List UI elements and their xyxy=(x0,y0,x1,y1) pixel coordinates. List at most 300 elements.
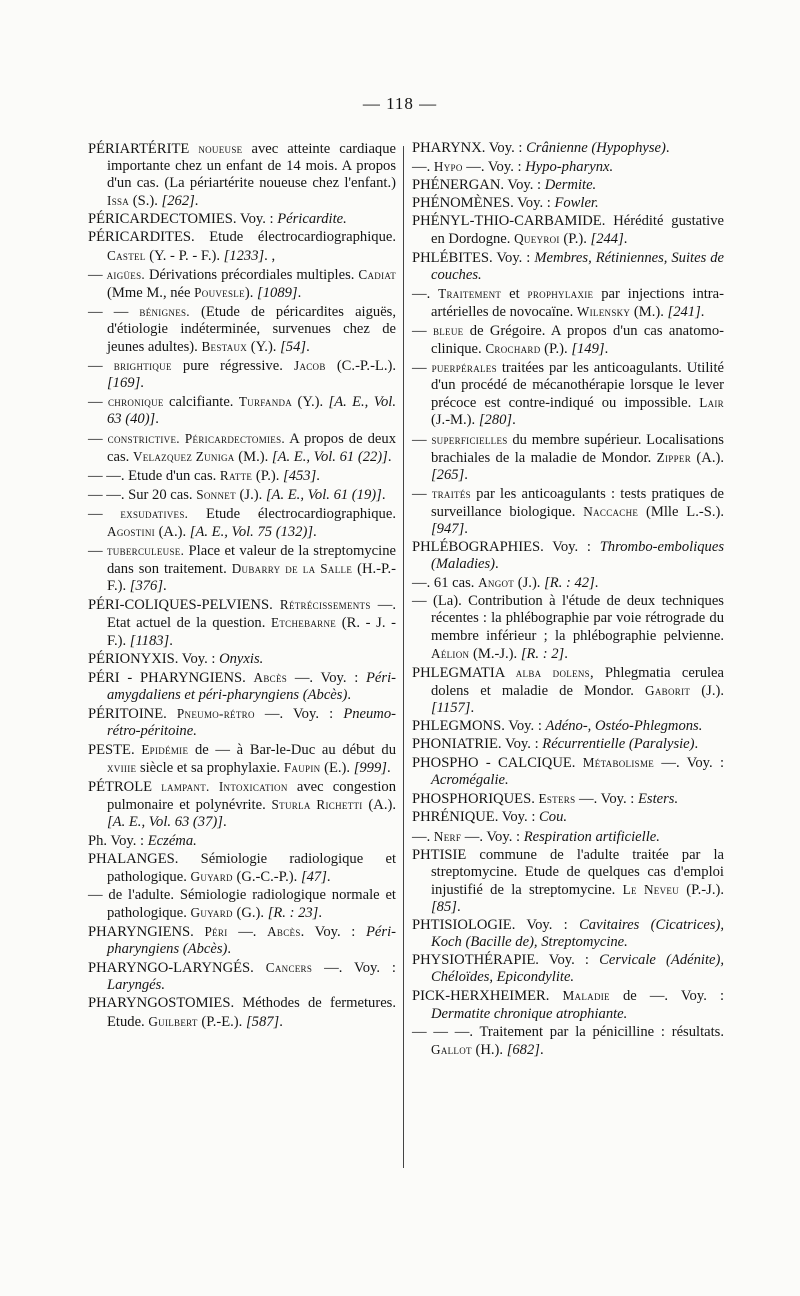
entry-text: de — à Bar-le-Duc au début du xyxy=(188,742,396,759)
entry-text: PHLEGMONS. Voy. : xyxy=(412,718,546,734)
italic-text: [1183] xyxy=(129,632,170,649)
italic-text: [241] xyxy=(667,303,701,320)
entry-text: . xyxy=(539,1041,544,1058)
entry-text: . xyxy=(665,140,670,156)
entry-text: —. Voy. : xyxy=(654,755,724,772)
entry-text: PÉRIONYXIS. Voy. : xyxy=(88,650,220,667)
small-caps-text: brightique xyxy=(113,358,172,374)
index-entry xyxy=(88,705,396,740)
italic-text: Pneumo-rétro-péritoine. xyxy=(107,705,396,739)
index-entry xyxy=(412,359,724,429)
entry-text: (P.-E.). xyxy=(197,1013,246,1030)
small-caps-text: Epidémie xyxy=(141,742,189,758)
index-entry xyxy=(412,828,724,846)
entry-text: —. Voy. : xyxy=(254,705,344,722)
entry-text: (M.). xyxy=(630,303,668,320)
entry-text: (P.). xyxy=(252,467,284,484)
italic-text: Cou. xyxy=(539,809,568,826)
entry-text: (R. - J. - F.). xyxy=(107,615,396,649)
entry-text: . xyxy=(470,699,475,716)
small-caps-text: constrictive. xyxy=(107,430,180,446)
entry-text: — xyxy=(88,266,107,283)
index-entry xyxy=(88,430,396,466)
italic-text: [54] xyxy=(280,339,307,356)
italic-text: [R. : 2] xyxy=(520,645,565,662)
italic-text: Adéno-, Ostéo-Phlegmons. xyxy=(545,718,703,734)
entry-text: avec atteinte cardiaque importante chez un enfant de 14 mois. A propos d'un cas. (La périartérite noueuse chez l'enfant.) xyxy=(107,141,396,192)
index-entry xyxy=(412,158,724,176)
entry-text: (M.-J.). xyxy=(469,645,521,662)
entry-text: PÉTROLE xyxy=(88,779,162,796)
small-caps-text: Péri xyxy=(204,924,228,940)
entry-text: — xyxy=(412,431,432,448)
italic-text: Péricardite. xyxy=(277,211,347,228)
index-entry xyxy=(88,669,396,704)
entry-text: . xyxy=(297,284,302,301)
small-caps-text: tuberculeuse. xyxy=(106,543,185,559)
index-entry xyxy=(88,393,396,428)
index-entry xyxy=(88,229,396,264)
index-entry xyxy=(412,917,724,951)
small-caps-text: Pouvesle xyxy=(194,284,245,300)
entry-text: par injections intra-artérielles de novocaïne. xyxy=(431,285,724,320)
entry-text: (P.). xyxy=(559,231,591,248)
small-caps-text: prophylaxie xyxy=(527,285,594,301)
entry-text: —. Voy. : xyxy=(461,828,524,845)
index-column-left xyxy=(88,140,396,1032)
index-entry xyxy=(88,486,396,504)
index-entry xyxy=(88,467,396,485)
index-entry xyxy=(412,847,724,916)
small-caps-text: Ratte xyxy=(219,467,253,483)
entry-text: . xyxy=(456,898,461,915)
entry-text: —. xyxy=(412,285,439,302)
small-caps-text: Nerf xyxy=(433,828,462,844)
italic-text: Péri-amygdaliens et péri-pharyngiens (Abcès) xyxy=(107,669,397,703)
entry-text: du membre supérieur. Localisations brachiales de la maladie de Mondor. xyxy=(431,431,724,466)
entry-text: — xyxy=(88,543,107,560)
italic-text: Thrombo-emboliques (Maladies) xyxy=(431,539,724,573)
entry-text: (P.). xyxy=(540,341,572,358)
entry-text: —. Voy. : xyxy=(462,159,526,176)
entry-text: (J.). xyxy=(514,575,545,592)
index-entry xyxy=(412,718,724,735)
italic-text: Respiration artificielle. xyxy=(523,828,660,845)
entry-text: (A.). xyxy=(691,449,724,466)
small-caps-text: Métabolisme xyxy=(582,755,655,771)
small-caps-text: Maladie xyxy=(562,988,610,1004)
entry-text: PICK-HERXHEIMER. xyxy=(412,988,563,1005)
entry-text: (G.-C.-P.). xyxy=(232,868,301,885)
index-entry xyxy=(88,596,396,649)
index-entry xyxy=(412,664,724,717)
index-entry xyxy=(412,285,724,321)
small-caps-text: Naccache xyxy=(583,503,639,519)
small-caps-text: noueuse xyxy=(198,141,243,156)
italic-text: Cavitaires (Cicatrices), Koch (Bacille de), Streptomycine. xyxy=(431,917,724,951)
index-entry xyxy=(88,505,396,541)
entry-text: . xyxy=(564,645,568,662)
entry-text: ). xyxy=(244,284,258,301)
entry-text: . xyxy=(387,448,392,465)
index-entry xyxy=(88,923,396,958)
italic-text: [1157] xyxy=(431,699,471,716)
index-entry xyxy=(412,177,724,194)
small-caps-text: chronique xyxy=(107,394,164,410)
entry-text: (A.). xyxy=(154,523,190,540)
index-entry xyxy=(88,887,396,922)
small-caps-text: Turfanda xyxy=(238,394,293,410)
italic-text: [376] xyxy=(129,578,164,595)
entry-text: — xyxy=(412,322,433,339)
entry-text: — (La). Contribution à l'étude de deux techniques récentes : la phlébographie par voie rétrograde du membre inférieur ; la phlébographie pelvienne. xyxy=(412,593,724,644)
index-entry xyxy=(412,790,724,808)
entry-text: par les anticoagulants : tests pratiques de surveillance biologique. xyxy=(431,485,724,520)
italic-text: Laryngés. xyxy=(107,977,165,994)
entry-text: PHONIATRIE. Voy. : xyxy=(412,736,543,753)
index-entry xyxy=(412,593,724,662)
index-entry xyxy=(88,266,396,302)
entry-text: . xyxy=(512,412,516,429)
small-caps-text: Etchebarne xyxy=(271,615,337,631)
entry-text: — xyxy=(88,394,108,411)
small-caps-text: exsudatives. xyxy=(120,505,189,521)
entry-text: . xyxy=(464,466,468,483)
entry-text: . xyxy=(594,575,599,592)
italic-text: [85] xyxy=(431,898,457,915)
small-caps-text: Aélion xyxy=(431,645,470,661)
entry-text: PHLEGMATIA xyxy=(412,664,516,681)
italic-text: [1089] xyxy=(257,284,298,301)
entry-text: . xyxy=(313,523,317,540)
entry-text: . xyxy=(623,231,628,248)
small-caps-text: Sturla Richetti xyxy=(271,797,363,813)
italic-text: [262] xyxy=(161,193,195,210)
entry-text: — xyxy=(412,485,432,502)
entry-text: PHLÉBOGRAPHIES. Voy. : xyxy=(412,539,600,556)
small-caps-text: Queyroi xyxy=(514,231,560,247)
italic-text: [947] xyxy=(431,520,465,537)
small-caps-text: Cancers xyxy=(265,960,313,976)
entry-text: — xyxy=(88,358,114,375)
small-caps-text: Hypo xyxy=(433,159,463,175)
entry-text: . xyxy=(464,520,468,537)
entry-text: PHÉNYL-THIO-CARBAMIDE. Hérédité gustative en Dordogne. xyxy=(412,213,724,248)
small-caps-text: Guilbert xyxy=(148,1013,198,1029)
small-caps-text: Angot xyxy=(478,575,515,591)
entry-text: PHARYNX. Voy. : xyxy=(412,140,527,156)
small-caps-text: Esters xyxy=(538,791,576,807)
index-entry xyxy=(412,574,724,592)
small-caps-text: xviiie xyxy=(107,760,137,776)
small-caps-text: Abcès xyxy=(253,669,288,685)
entry-text: (Mlle L.-S.). xyxy=(638,503,725,520)
small-caps-text: Agostini xyxy=(107,523,155,539)
italic-text: [A. E., Vol. 63 (37)] xyxy=(107,814,223,831)
entry-text: (A.). xyxy=(362,797,396,814)
italic-text: [A. E., Vol. 75 (132)] xyxy=(189,523,314,540)
entry-text: . xyxy=(604,341,609,358)
index-entry xyxy=(412,539,724,573)
entry-text: . xyxy=(140,375,144,392)
entry-text: . xyxy=(194,193,199,210)
entry-text: — de l'adulte. Sémiologie radiologique normale et pathologique. xyxy=(88,886,396,921)
entry-text: —. Voy. : xyxy=(312,960,396,977)
entry-text: PÉRICARDECTOMIES. Voy. : xyxy=(88,211,278,228)
entry-text: (H.). xyxy=(471,1041,507,1058)
entry-text: — xyxy=(412,360,432,377)
entry-text: PÉRITOINE. xyxy=(88,705,177,722)
entry-text: (P.-J.). xyxy=(679,881,724,898)
italic-text: [A. E., Vol. 61 (19)] xyxy=(265,486,382,503)
entry-text: de —. Voy. : xyxy=(609,988,724,1005)
entry-text: PHRÉNIQUE. Voy. : xyxy=(412,809,540,826)
italic-text: Hypo-pharynx. xyxy=(525,159,614,176)
entry-text: — xyxy=(88,505,121,522)
entry-text: (S.). xyxy=(129,193,162,210)
small-caps-text: Zipper xyxy=(656,449,692,465)
index-entry xyxy=(412,140,724,157)
entry-text: PESTE. xyxy=(88,742,142,759)
italic-text: Dermite. xyxy=(544,177,597,194)
italic-text: [1233] xyxy=(223,247,265,264)
small-caps-text: Guyard xyxy=(190,904,233,920)
entry-text: . xyxy=(318,904,323,921)
index-entry xyxy=(88,833,396,850)
entry-text: —. xyxy=(227,924,268,941)
entry-text xyxy=(210,779,219,795)
column-divider xyxy=(403,146,404,1168)
small-caps-text: Lair xyxy=(699,395,724,411)
italic-text: Acromégalie. xyxy=(431,772,509,789)
entry-text: — — xyxy=(88,303,140,320)
index-entry xyxy=(412,213,724,248)
index-entry xyxy=(88,851,396,886)
entry-text: PÉRICARDITES. Etude électrocardiographique. xyxy=(88,229,396,246)
italic-text: [453] xyxy=(283,467,317,484)
entry-text: . xyxy=(381,486,386,503)
entry-text: (C.-P.-L.). xyxy=(325,358,397,375)
entry-text: (J.-M.). xyxy=(431,412,479,429)
small-caps-text: Traitement xyxy=(438,285,502,301)
italic-text: [R. : 42] xyxy=(544,575,595,592)
entry-text: —. Voy. : xyxy=(575,791,638,808)
index-entry xyxy=(88,303,396,356)
small-caps-text: Crochard xyxy=(485,341,541,357)
small-caps-text: bénignes. xyxy=(139,303,190,319)
italic-text: [682] xyxy=(506,1041,540,1058)
entry-text: —. xyxy=(412,828,434,845)
entry-text: (H.-P.-F.). xyxy=(107,561,397,595)
italic-text: Dermatite chronique atrophiante. xyxy=(431,1005,628,1022)
index-entry xyxy=(412,322,724,358)
small-caps-text: Cadiat xyxy=(358,266,396,282)
entry-text: . Voy. : xyxy=(300,924,366,941)
italic-text: [A. E., Vol. 61 (22)] xyxy=(271,448,388,465)
entry-text: Dérivations précordiales multiples. xyxy=(145,266,359,283)
entry-text: PHYSIOTHÉRAPIE. Voy. : xyxy=(412,952,600,969)
entry-text: —. 61 cas. xyxy=(412,575,479,592)
small-caps-text: aigües. xyxy=(106,266,146,282)
entry-text: . xyxy=(700,303,705,320)
entry-text: PHOSPHO - CALCIQUE. xyxy=(412,755,583,772)
entry-text: — —. Etude d'un cas. xyxy=(88,467,220,484)
entry-text: . xyxy=(694,736,699,753)
entry-text: . xyxy=(316,467,320,484)
small-caps-text: Bestaux xyxy=(201,339,248,355)
index-entry xyxy=(88,542,396,595)
entry-text: . xyxy=(222,814,227,831)
entry-text: (M.). xyxy=(234,448,272,465)
entry-text: (Y.). xyxy=(247,339,281,356)
small-caps-text: Dubarry de la Salle xyxy=(231,561,353,577)
entry-text: . , xyxy=(264,247,276,264)
page-number: — 118 — xyxy=(362,94,438,113)
entry-text: Place et valeur de la streptomycine dans son traitement. xyxy=(107,543,396,578)
entry-text: —. Etat actuel de la question. xyxy=(107,597,397,632)
small-caps-text: puerpérales xyxy=(431,360,497,376)
entry-text: PHARYNGO-LARYNGÉS. xyxy=(88,960,266,977)
entry-text: . xyxy=(306,339,310,356)
index-entry xyxy=(412,431,724,484)
entry-text: (Etude de péricardites aiguës, d'étiologie indéterminée, survenues chez de jeunes adultes). xyxy=(107,303,397,356)
small-caps-text: Issa xyxy=(107,193,130,209)
index-entry xyxy=(412,987,724,1022)
small-caps-text: Jacob xyxy=(294,358,326,374)
entry-text: (G.). xyxy=(232,904,268,921)
small-caps-text: Péricardectomies. xyxy=(184,430,285,446)
small-caps-text: lampant. xyxy=(161,779,210,795)
entry-text: PHOSPHORIQUES. xyxy=(412,791,539,808)
entry-text: . xyxy=(326,868,331,885)
entry-text: PHTISIOLOGIE. Voy. : xyxy=(412,917,580,934)
italic-text: [169] xyxy=(107,375,141,392)
italic-text: [244] xyxy=(590,231,624,248)
italic-text: Esters. xyxy=(637,791,679,808)
entry-text: Etude électrocardiographique. xyxy=(188,505,396,522)
index-entry xyxy=(88,959,396,994)
index-entry xyxy=(88,651,396,668)
entry-text: — —. Sur 20 cas. xyxy=(88,486,197,503)
small-caps-text: Guyard xyxy=(190,868,233,884)
small-caps-text: Le Neveu xyxy=(622,881,680,897)
index-entry xyxy=(88,211,396,228)
entry-text: . xyxy=(386,760,391,777)
entry-text: calcifiante. xyxy=(163,394,239,411)
entry-text: PHLÉBITES. Voy. : xyxy=(412,249,535,266)
entry-text: (Mme M., née xyxy=(107,284,195,301)
italic-text: Cervicale (Adénite), Chéloïdes, Epicondylite. xyxy=(431,952,724,986)
index-entry xyxy=(88,140,396,210)
entry-text: PHTISIE commune de l'adulte traitée par la streptomycine. Etude de quelques cas d'emploi injustifié de la streptomycine. xyxy=(412,846,724,898)
italic-text: Récurrentielle (Paralysie) xyxy=(542,736,695,753)
entry-text: PÉRIARTÉRITE xyxy=(88,141,199,157)
entry-text: PHARYNGIENS. xyxy=(88,924,205,941)
index-entry xyxy=(88,995,396,1030)
entry-text: . xyxy=(347,686,351,703)
small-caps-text: alba dolens xyxy=(515,664,590,680)
entry-text: . xyxy=(155,411,159,428)
small-caps-text: Intoxication xyxy=(218,779,288,795)
index-entry xyxy=(412,754,724,789)
entry-text: . xyxy=(227,941,232,958)
index-entry xyxy=(412,736,724,753)
entry-text: PÉRI-COLIQUES-PELVIENS. xyxy=(88,597,280,614)
small-caps-text: Castel xyxy=(107,247,146,263)
small-caps-text: Pneumo-rétro xyxy=(176,705,255,721)
entry-text: PHÉNOMÈNES. Voy. : xyxy=(412,195,555,212)
italic-text: Crânienne (Hypophyse) xyxy=(526,140,666,156)
small-caps-text: superficielles xyxy=(431,431,508,447)
entry-text: . xyxy=(495,556,499,573)
entry-text: . xyxy=(169,632,173,649)
entry-text: avec congestion pulmonaire et polynévrite. xyxy=(107,779,396,814)
index-entry xyxy=(88,741,396,777)
entry-text: A propos de deux cas. xyxy=(107,430,396,465)
italic-text: [R. : 23] xyxy=(267,904,319,921)
entry-text: (J.). xyxy=(690,682,724,699)
small-caps-text: bleue xyxy=(432,322,464,338)
entry-text: et xyxy=(501,285,528,302)
italic-text: Fowler. xyxy=(554,195,599,212)
entry-text: (J.). xyxy=(235,486,266,503)
small-caps-text: Wilensky xyxy=(576,303,631,319)
entry-text: —. xyxy=(412,159,434,176)
entry-text: — — —. Traitement par la pénicilline : résultats. xyxy=(412,1023,724,1040)
italic-text: [A. E., Vol. 63 (40)] xyxy=(107,394,396,428)
index-entry xyxy=(412,485,724,538)
entry-text: (E.). xyxy=(320,760,354,777)
italic-text: [999] xyxy=(353,760,387,777)
italic-text: Péri-pharyngiens (Abcès) xyxy=(107,924,396,958)
entry-text: —. Voy. : xyxy=(287,669,367,686)
italic-text: [47] xyxy=(300,868,327,885)
entry-text: PHÉNERGAN. Voy. : xyxy=(412,177,545,194)
small-caps-text: Rétrécissements xyxy=(279,597,371,613)
small-caps-text: Gallot xyxy=(431,1041,472,1057)
small-caps-text: Velazquez Zuniga xyxy=(132,448,235,464)
small-caps-text: Faupin xyxy=(283,760,321,776)
entry-text: , Phlegmatia cerulea dolens et maladie de Mondor. xyxy=(431,664,724,699)
entry-text: . xyxy=(279,1013,283,1030)
entry-text: (Y.). xyxy=(292,394,329,411)
index-entry xyxy=(412,1024,724,1059)
small-caps-text: traités xyxy=(431,485,471,501)
italic-text: Membres, Rétiniennes, Suites de couches. xyxy=(431,249,724,283)
entry-text: traitées par les anticoagulants. Utilité d'un procédé de mécanothérapie lorsque le lever précoce est contre-indiqué ou impossible. xyxy=(431,360,724,412)
entry-text: PHARYNGOSTOMIES. Méthodes de fermetures. Etude. xyxy=(88,995,396,1030)
entry-text: (Y. - P. - F.). xyxy=(145,247,224,264)
index-entry xyxy=(88,357,396,392)
index-entry xyxy=(412,195,724,212)
entry-text: PHALANGES. Sémiologie radiologique et pathologique. xyxy=(88,850,396,885)
entry-text: Ph. Voy. : xyxy=(88,832,148,849)
italic-text: [280] xyxy=(478,412,513,429)
entry-text: pure régressive. xyxy=(171,358,295,375)
italic-text: Onyxis. xyxy=(219,650,264,667)
entry-text: — xyxy=(88,430,108,447)
italic-text: Eczéma. xyxy=(147,832,197,849)
small-caps-text: Sonnet xyxy=(196,486,236,502)
index-entry xyxy=(412,952,724,986)
index-entry xyxy=(412,250,724,284)
entry-text: PÉRI - PHARYNGIENS. xyxy=(88,669,254,686)
entry-text: siècle et sa prophylaxie. xyxy=(136,760,284,777)
italic-text: [587] xyxy=(245,1013,280,1030)
italic-text: [149] xyxy=(571,341,605,358)
index-entry xyxy=(88,778,396,831)
small-caps-text: Gaborit xyxy=(645,682,691,698)
